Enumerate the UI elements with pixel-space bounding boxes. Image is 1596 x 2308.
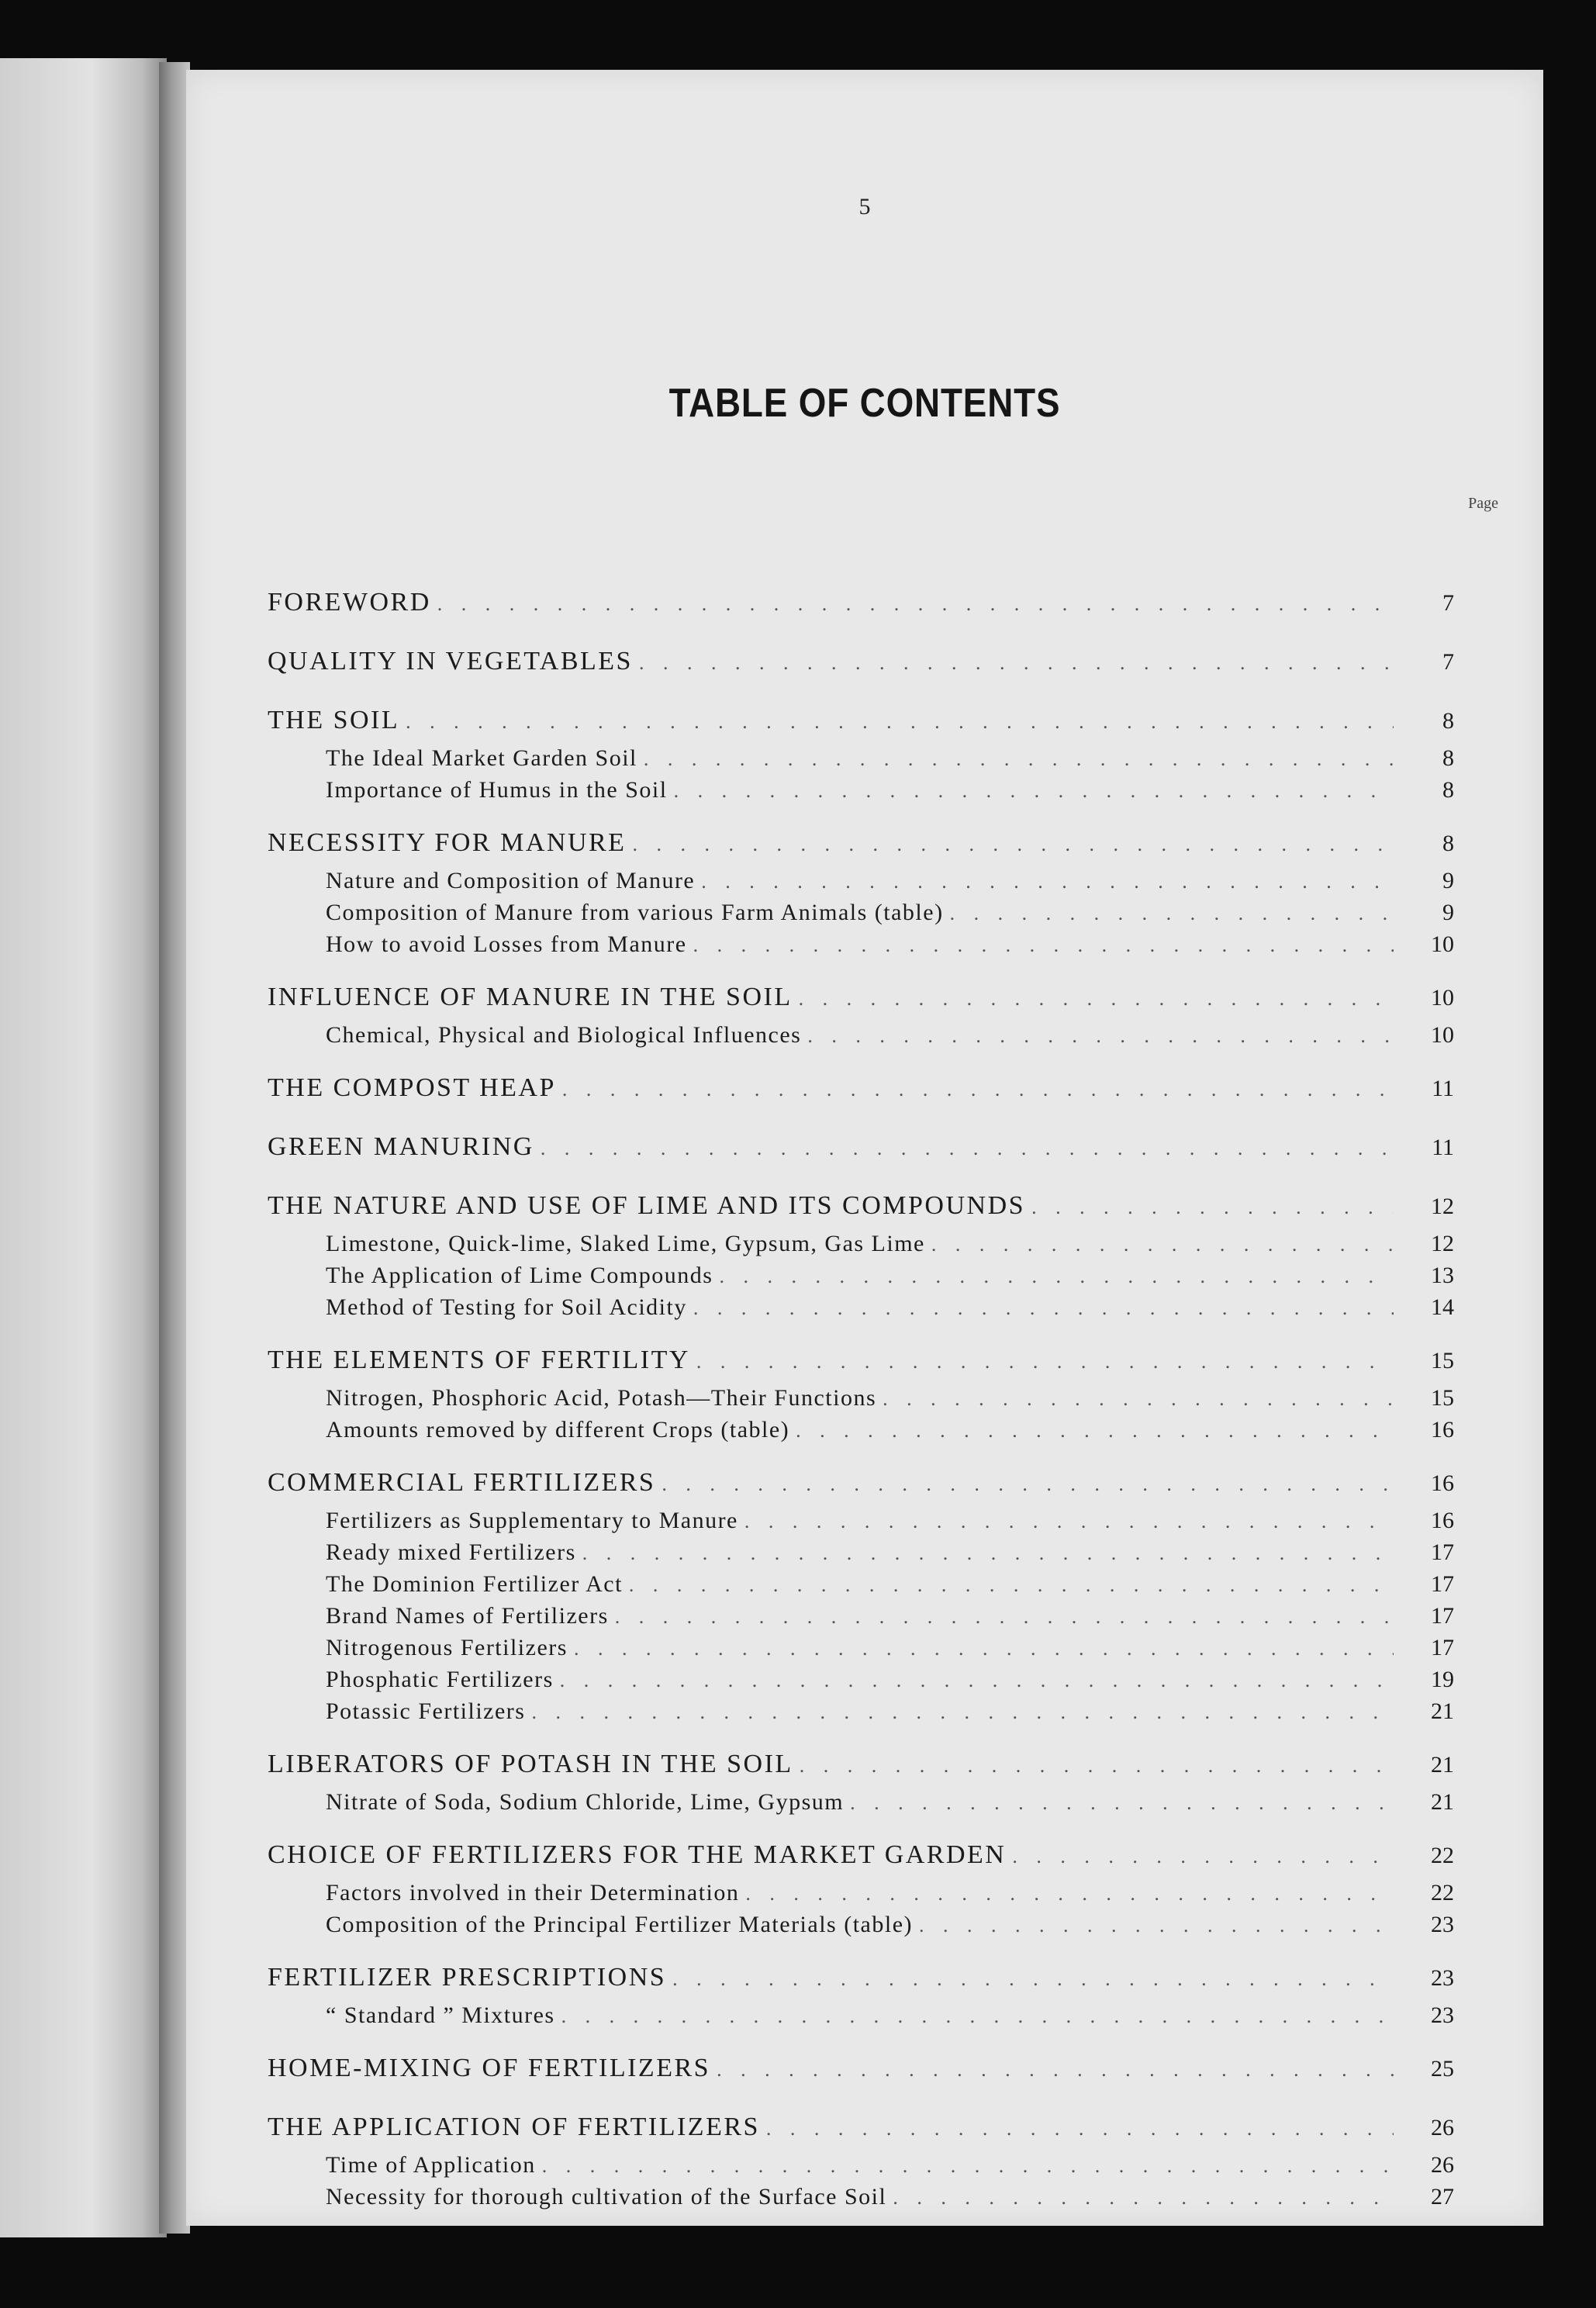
toc-entry-page: 10	[1431, 985, 1454, 1011]
toc-entry	[268, 1462, 1454, 1505]
dot-leader	[541, 1128, 1394, 1170]
toc-entry-title: CHOICE OF FERTILIZERS FOR THE MARKET GARDEN	[268, 1840, 1007, 1869]
toc-subentry-page: 8	[1442, 777, 1454, 803]
toc-entry-page: 16	[1431, 1470, 1454, 1496]
toc-subentry-page: 17	[1431, 1571, 1454, 1597]
toc-section	[268, 700, 1454, 807]
toc-entry-title: GREEN MANURING	[268, 1132, 534, 1161]
toc-subentry-title: Nitrate of Soda, Sodium Chloride, Lime, Gypsum	[326, 1789, 845, 1815]
table-of-contents	[268, 582, 1454, 2229]
toc-subentry-title: Nitrogen, Phosphoric Acid, Potash—Their Functions	[326, 1385, 877, 1411]
toc-entry	[268, 1339, 1454, 1383]
toc-subentry	[268, 2182, 1454, 2213]
dot-leader	[800, 1745, 1394, 1787]
toc-entry-page: 23	[1431, 1965, 1454, 1991]
toc-entry-page: 7	[1442, 590, 1454, 616]
toc-entry-page: 11	[1432, 1076, 1454, 1101]
page-number: 5	[858, 194, 871, 219]
toc-subentry	[268, 1909, 1454, 1941]
dot-leader	[807, 1021, 1394, 1052]
toc-subentry	[268, 2150, 1454, 2182]
toc-entry	[268, 976, 1454, 1020]
toc-subentry-title: Ready mixed Fertilizers	[326, 1539, 576, 1565]
toc-subentry-title: Composition of Manure from various Farm Animals (table)	[326, 900, 944, 925]
toc-section	[268, 2047, 1454, 2091]
dot-leader	[639, 642, 1394, 684]
dot-leader	[674, 776, 1394, 807]
toc-entry	[268, 582, 1454, 625]
toc-entry	[268, 2047, 1454, 2091]
toc-subentry-page: 22	[1431, 1880, 1454, 1905]
toc-subentry-title: Amounts removed by different Crops (table)	[326, 1417, 790, 1442]
toc-subentry-page: 8	[1442, 745, 1454, 771]
dot-leader	[701, 866, 1394, 897]
toc-entry-title: THE SOIL	[268, 706, 400, 734]
toc-section	[268, 822, 1454, 961]
dot-leader	[717, 2049, 1394, 2091]
dot-leader	[672, 1958, 1394, 2000]
toc-subentry-page: 21	[1431, 1698, 1454, 1724]
toc-subentry-title: Importance of Humus in the Soil	[326, 777, 668, 803]
toc-subentry-page: 9	[1442, 868, 1454, 893]
toc-subentry-title: Factors involved in their Determination	[326, 1880, 740, 1905]
toc-subentry	[268, 1601, 1454, 1633]
toc-entry-page: 7	[1442, 649, 1454, 675]
toc-entry-title: HOME-MIXING OF FERTILIZERS	[268, 2054, 711, 2082]
dot-leader	[1012, 1836, 1394, 1878]
toc-subentry-title: Chemical, Physical and Biological Influences	[326, 1022, 802, 1048]
toc-subentry-page: 23	[1431, 2002, 1454, 2028]
toc-subentry-title: The Dominion Fertilizer Act	[326, 1571, 623, 1597]
toc-entry-page: 8	[1442, 708, 1454, 734]
toc-entry-title: THE NATURE AND USE OF LIME AND ITS COMPOUNDS	[268, 1191, 1026, 1220]
dot-leader	[629, 1570, 1394, 1601]
toc-entry-page: 26	[1431, 2115, 1454, 2140]
toc-section	[268, 641, 1454, 684]
dot-leader	[919, 1910, 1394, 1941]
toc-subentry-title: Brand Names of Fertilizers	[326, 1603, 609, 1629]
toc-entry	[268, 1834, 1454, 1878]
toc-entry-page: 11	[1432, 1135, 1454, 1160]
toc-entry-page: 21	[1431, 1752, 1454, 1778]
document-page	[186, 70, 1543, 2226]
dot-leader	[437, 583, 1394, 625]
toc-section	[268, 1957, 1454, 2032]
toc-subentry-page: 10	[1431, 1022, 1454, 1048]
toc-subentry	[268, 1537, 1454, 1569]
toc-subentry	[268, 2000, 1454, 2032]
toc-entry-page: 15	[1431, 1348, 1454, 1373]
dot-leader	[950, 898, 1394, 929]
dot-leader	[574, 1633, 1394, 1664]
toc-subentry-page: 12	[1431, 1231, 1454, 1256]
toc-section	[268, 1339, 1454, 1446]
toc-entry	[268, 1185, 1454, 1228]
toc-section	[268, 976, 1454, 1052]
dot-leader	[542, 2151, 1394, 2182]
toc-entry-title: FERTILIZER PRESCRIPTIONS	[268, 1963, 667, 1992]
toc-subentry	[268, 1020, 1454, 1052]
toc-subentry-page: 17	[1431, 1603, 1454, 1629]
toc-subentry	[268, 1664, 1454, 1696]
toc-section	[268, 582, 1454, 625]
toc-subentry-title: Necessity for thorough cultivation of the Surface Soil	[326, 2184, 887, 2210]
toc-subentry-title: How to avoid Losses from Manure	[326, 931, 687, 957]
page-column-label: Page	[1468, 495, 1498, 512]
toc-subentry	[268, 1633, 1454, 1664]
page-title: TABLE OF CONTENTS	[668, 381, 1061, 426]
toc-subentry-title: Nitrogenous Fertilizers	[326, 1635, 568, 1660]
toc-section	[268, 1126, 1454, 1170]
toc-subentry	[268, 1787, 1454, 1819]
toc-subentry	[268, 1383, 1454, 1415]
toc-entry-title: INFLUENCE OF MANURE IN THE SOIL	[268, 983, 793, 1011]
toc-section	[268, 1743, 1454, 1819]
toc-entry-title: QUALITY IN VEGETABLES	[268, 647, 633, 675]
toc-subentry-page: 9	[1442, 900, 1454, 925]
toc-entry-title: NECESSITY FOR MANURE	[268, 828, 627, 857]
toc-section	[268, 1462, 1454, 1728]
toc-subentry-page: 16	[1431, 1417, 1454, 1442]
dot-leader	[531, 1697, 1394, 1728]
toc-entry	[268, 700, 1454, 743]
toc-subentry	[268, 1696, 1454, 1728]
toc-subentry-title: The Ideal Market Garden Soil	[326, 745, 637, 771]
toc-subentry-page: 19	[1431, 1667, 1454, 1692]
toc-subentry-page: 26	[1431, 2152, 1454, 2178]
toc-entry	[268, 2106, 1454, 2150]
toc-section	[268, 1067, 1454, 1111]
dot-leader	[562, 1069, 1394, 1111]
dot-leader	[766, 2108, 1394, 2150]
toc-entry	[268, 1126, 1454, 1170]
dot-leader	[693, 1293, 1394, 1324]
toc-subentry-title: Time of Application	[326, 2152, 536, 2178]
dot-leader	[582, 1538, 1394, 1569]
toc-subentry	[268, 1415, 1454, 1446]
toc-entry-page: 22	[1431, 1843, 1454, 1868]
toc-entry-title: FOREWORD	[268, 588, 431, 617]
toc-subentry	[268, 1569, 1454, 1601]
toc-section	[268, 1834, 1454, 1941]
toc-subentry-page: 17	[1431, 1539, 1454, 1565]
book-gutter	[159, 62, 190, 2234]
toc-subentry-page: 13	[1431, 1263, 1454, 1288]
toc-subentry-page: 10	[1431, 931, 1454, 957]
toc-subentry	[268, 929, 1454, 961]
toc-subentry-title: Method of Testing for Soil Acidity	[326, 1294, 687, 1320]
dot-leader	[693, 930, 1394, 961]
toc-entry	[268, 1067, 1454, 1111]
toc-subentry-title: The Application of Lime Compounds	[326, 1263, 713, 1288]
toc-subentry-page: 15	[1431, 1385, 1454, 1411]
toc-subentry-page: 17	[1431, 1635, 1454, 1660]
facing-page-edge	[0, 58, 167, 2237]
toc-entry	[268, 822, 1454, 866]
dot-leader	[632, 824, 1394, 866]
toc-subentry	[268, 1260, 1454, 1292]
toc-subentry-title: Fertilizers as Supplementary to Manure	[326, 1508, 738, 1533]
dot-leader	[561, 2001, 1394, 2032]
toc-entry	[268, 1957, 1454, 2000]
toc-subentry	[268, 1292, 1454, 1324]
dot-leader	[796, 1415, 1394, 1446]
toc-subentry-title: “ Standard ” Mixtures	[326, 2002, 555, 2028]
dot-leader	[406, 701, 1394, 743]
toc-subentry-page: 21	[1431, 1789, 1454, 1815]
dot-leader	[644, 744, 1394, 775]
toc-section	[268, 2106, 1454, 2213]
dot-leader	[883, 1384, 1394, 1415]
dot-leader	[719, 1261, 1394, 1292]
dot-leader	[931, 1229, 1394, 1260]
dot-leader	[893, 2182, 1394, 2213]
toc-entry-page: 8	[1442, 831, 1454, 856]
toc-subentry-title: Nature and Composition of Manure	[326, 868, 696, 893]
dot-leader	[850, 1788, 1394, 1819]
toc-subentry-title: Phosphatic Fertilizers	[326, 1667, 554, 1692]
toc-subentry	[268, 897, 1454, 929]
toc-entry-title: LIBERATORS OF POTASH IN THE SOIL	[268, 1750, 793, 1778]
toc-subentry	[268, 743, 1454, 775]
toc-subentry	[268, 1878, 1454, 1909]
toc-subentry	[268, 775, 1454, 807]
toc-subentry	[268, 1228, 1454, 1260]
toc-subentry-page: 16	[1431, 1508, 1454, 1533]
toc-entry-title: THE COMPOST HEAP	[268, 1073, 556, 1102]
toc-subentry-page: 27	[1431, 2184, 1454, 2210]
dot-leader	[744, 1506, 1394, 1537]
toc-subentry-title: Potassic Fertilizers	[326, 1698, 526, 1724]
dot-leader	[799, 978, 1394, 1020]
dot-leader	[696, 1341, 1394, 1383]
toc-subentry-page: 14	[1431, 1294, 1454, 1320]
toc-entry-page: 25	[1431, 2056, 1454, 2082]
toc-subentry-title: Limestone, Quick-lime, Slaked Lime, Gypsum, Gas Lime	[326, 1231, 925, 1256]
toc-entry	[268, 641, 1454, 684]
toc-entry-page: 12	[1431, 1194, 1454, 1219]
dot-leader	[560, 1665, 1394, 1696]
dot-leader	[745, 1878, 1394, 1909]
toc-section	[268, 1185, 1454, 1324]
toc-entry-title: COMMERCIAL FERTILIZERS	[268, 1468, 656, 1497]
dot-leader	[662, 1463, 1394, 1505]
toc-entry	[268, 1743, 1454, 1787]
dot-leader	[615, 1601, 1394, 1633]
toc-subentry	[268, 1505, 1454, 1537]
dot-leader	[1031, 1187, 1394, 1228]
toc-subentry-title: Composition of the Principal Fertilizer Materials (table)	[326, 1912, 913, 1937]
toc-entry-title: THE APPLICATION OF FERTILIZERS	[268, 2113, 760, 2141]
toc-subentry	[268, 866, 1454, 897]
toc-subentry-page: 23	[1431, 1912, 1454, 1937]
toc-entry-title: THE ELEMENTS OF FERTILITY	[268, 1346, 690, 1374]
